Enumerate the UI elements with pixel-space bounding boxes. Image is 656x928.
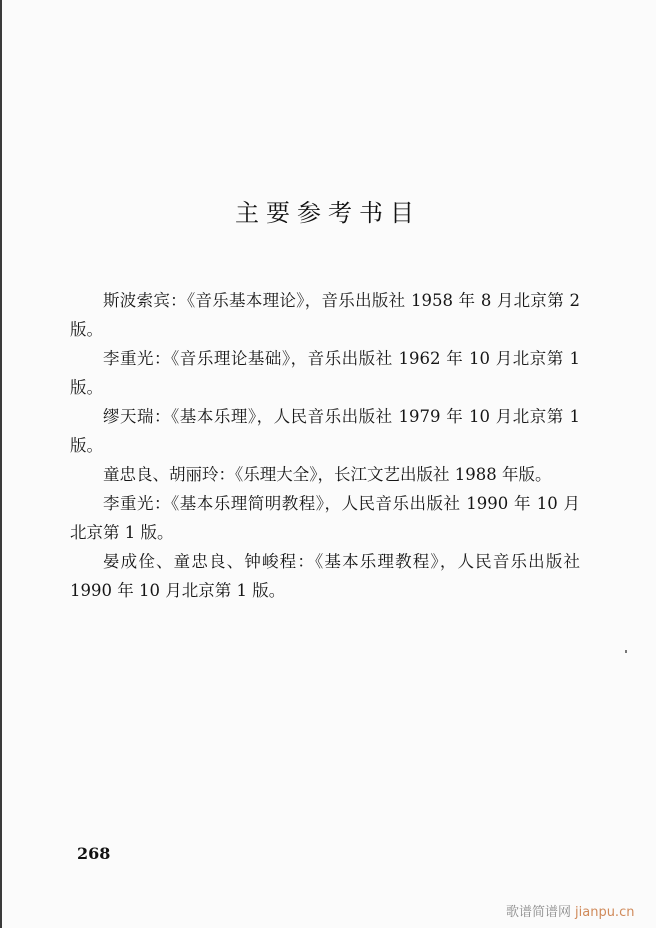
entry-author: 童忠良、胡丽玲： (103, 465, 235, 484)
entry-book-title: 《基本乐理教程》 (315, 552, 440, 571)
entry-publication: ，音乐出版社 1962 年 10 月北京第 1 版。 (70, 349, 581, 397)
entry-book-title: 《乐理大全》 (235, 465, 318, 484)
bibliography-entry (70, 402, 580, 460)
bibliography-entry (70, 547, 580, 605)
page-left-edge (0, 0, 2, 928)
watermark (506, 901, 634, 920)
page-title: 主要参考书目 (235, 199, 421, 227)
entry-author: 李重光： (103, 349, 172, 368)
bibliography-entry (70, 489, 580, 547)
entry-author: 缪天瑞： (103, 407, 172, 426)
bibliography-entry (70, 460, 580, 489)
entry-author: 李重光： (103, 494, 172, 513)
scan-speck (625, 650, 627, 653)
entry-book-title: 《基本乐理简明教程》 (171, 494, 325, 513)
watermark-site-name: 歌谱简谱网 (506, 905, 572, 920)
entry-publication: ，人民音乐出版社 1990 年 10 月北京第 1 版。 (70, 494, 581, 542)
entry-publication: ，音乐出版社 1958 年 8 月北京第 2 版。 (70, 291, 581, 339)
entry-book-title: 《音乐理论基础》 (171, 349, 291, 368)
entry-publication: ，长江文艺出版社 1988 年版。 (317, 465, 552, 484)
watermark-domain: jianpu.cn (575, 905, 635, 920)
entry-book-title: 《音乐基本理论》 (186, 291, 305, 310)
entry-publication: ，人民音乐出版社 1990 年 10 月北京第 1 版。 (70, 552, 581, 600)
bibliography-list (70, 286, 580, 605)
entry-book-title: 《基本乐理》 (171, 407, 257, 426)
bibliography-entry (70, 286, 580, 344)
entry-publication: ，人民音乐出版社 1979 年 10 月北京第 1 版。 (70, 407, 580, 455)
page-number: 268 (77, 844, 111, 863)
entry-author: 晏成佺、童忠良、钟峻程： (103, 552, 315, 571)
bibliography-entry (70, 344, 580, 402)
entry-author: 斯波索宾： (103, 291, 187, 310)
